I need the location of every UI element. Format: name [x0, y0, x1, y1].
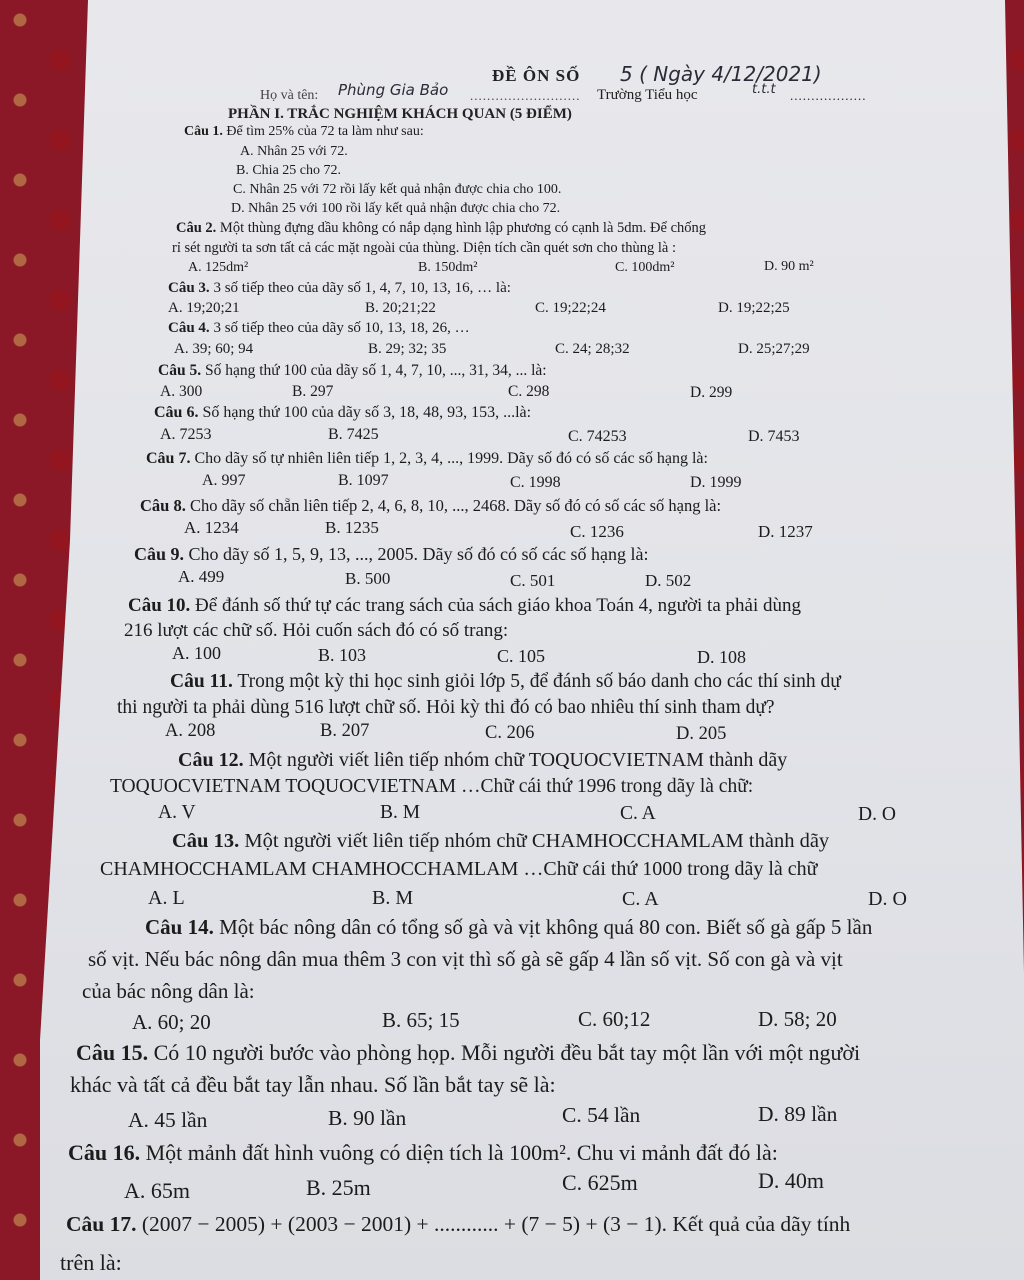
question-label: Câu 7. [146, 450, 191, 467]
option-c[interactable]: C. 1998 [510, 474, 561, 491]
option-b[interactable]: B. 90 lần [328, 1106, 407, 1130]
option-d[interactable]: D. 1999 [690, 474, 742, 491]
option-a[interactable]: A. 125dm² [188, 260, 249, 275]
question-15 [76, 1040, 860, 1066]
option-b[interactable]: B. M [372, 887, 414, 909]
question-text: Một người viết liên tiếp nhóm chữ CHAMHOCCHAMLAM thành dãy [244, 830, 830, 852]
question-text: Để tìm 25% của 72 ta làm như sau: [226, 124, 424, 139]
question-label: Câu 13. [172, 830, 240, 852]
question-9 [134, 544, 648, 565]
question-label: Câu 14. [145, 915, 214, 939]
option-d[interactable]: D. O [868, 888, 907, 910]
option-b[interactable]: B. 1097 [338, 472, 389, 489]
option-d[interactable]: D. 7453 [748, 428, 800, 445]
question-11 [170, 671, 841, 693]
question-15-line-2: khác và tất cả đều bắt tay lẫn nhau. Số lần bắt tay sẽ là: [70, 1072, 556, 1097]
option-a[interactable]: A. 45 lần [128, 1108, 208, 1132]
handwritten-title: 5 ( Ngày 4/12/2021) [620, 62, 822, 86]
option-a[interactable]: A. V [158, 802, 196, 823]
question-13 [172, 830, 829, 853]
option-a[interactable]: A. Nhân 25 với 72. [240, 144, 348, 159]
question-6 [154, 404, 531, 422]
option-c[interactable]: C. 100dm² [615, 260, 675, 275]
option-c[interactable]: C. 501 [510, 571, 556, 590]
school-label: Trường Tiểu học [597, 87, 698, 103]
option-a[interactable]: A. 499 [178, 567, 225, 586]
option-a[interactable]: A. 7253 [160, 426, 212, 443]
question-5 [158, 362, 547, 380]
question-2-line-2: rỉ sét người ta sơn tất cả các mặt ngoài của thùng. Diện tích cần quét sơn cho thùng là : [172, 240, 676, 256]
question-4 [168, 320, 470, 337]
option-d[interactable]: D. 58; 20 [758, 1007, 837, 1031]
question-14-line-3: của bác nông dân là: [82, 979, 255, 1003]
question-14 [145, 915, 872, 940]
name-dots: .......................... [470, 88, 581, 103]
question-text: 3 số tiếp theo của dãy số 1, 4, 7, 10, 13, 16, … là: [213, 280, 511, 296]
option-d[interactable]: D. O [858, 804, 896, 825]
option-a[interactable]: A. 300 [160, 383, 203, 400]
option-d[interactable]: D. 1237 [758, 522, 813, 541]
option-b[interactable]: B. 7425 [328, 426, 379, 443]
question-text: Số hạng thứ 100 của dãy số 1, 4, 7, 10, ..., 31, 34, ... là: [204, 362, 547, 379]
option-a[interactable]: A. 997 [202, 472, 246, 489]
option-d[interactable]: D. 90 m² [764, 259, 814, 274]
question-label: Câu 15. [76, 1040, 149, 1065]
question-16 [68, 1140, 778, 1166]
option-b[interactable]: B. M [380, 802, 421, 823]
question-text: Một bác nông dân có tổng số gà và vịt không quá 80 con. Biết số gà gấp 5 lần [219, 915, 873, 939]
option-b[interactable]: B. 103 [318, 645, 367, 665]
question-13-line-2: CHAMHOCCHAMLAM CHAMHOCCHAMLAM …Chữ cái thứ 1000 trong dãy là chữ [100, 858, 818, 880]
question-12-line-2: TOQUOCVIETNAM TOQUOCVIETNAM …Chữ cái thứ 1996 trong dãy là chữ: [110, 776, 754, 797]
option-c[interactable]: C. 298 [508, 383, 550, 400]
name-value: Phùng Gia Bảo [338, 81, 449, 99]
option-b[interactable]: B. 25m [306, 1175, 371, 1200]
option-c[interactable]: C. 206 [485, 723, 535, 743]
question-text: Có 10 người bước vào phòng họp. Mỗi người đều bắt tay một lần với một người [153, 1040, 861, 1065]
question-text: (2007 − 2005) + (2003 − 2001) + ............ + (7 − 5) + (3 − 1). Kết quả của dãy tính [141, 1212, 851, 1236]
option-d[interactable]: D. Nhân 25 với 100 rồi lấy kết quả nhận được chia cho 72. [231, 201, 561, 216]
option-b[interactable]: B. 29; 32; 35 [368, 341, 447, 357]
question-text: Cho dãy số chẵn liên tiếp 2, 4, 6, 8, 10, ..., 2468. Dãy số đó có số các số hạng là: [189, 496, 722, 515]
question-text: Trong một kỳ thi học sinh giỏi lớp 5, để đánh số báo danh cho các thí sinh dự [237, 671, 841, 692]
question-label: Câu 10. [128, 595, 191, 616]
option-c[interactable]: C. 1236 [570, 522, 624, 541]
name-label: Họ và tên: [260, 88, 319, 103]
option-a[interactable]: A. 100 [172, 643, 221, 663]
question-label: Câu 8. [140, 496, 186, 515]
option-d[interactable]: D. 19;22;25 [718, 300, 790, 316]
exam-title: ĐỀ ÔN SỐ [492, 66, 581, 85]
option-d[interactable]: D. 108 [697, 647, 746, 667]
question-text: Cho dãy số tự nhiên liên tiếp 1, 2, 3, 4, ..., 1999. Dãy số đó có số các số hạng là: [194, 450, 708, 467]
question-2 [176, 220, 706, 237]
question-label: Câu 9. [134, 544, 185, 564]
question-text: Một thùng đựng dầu không có nắp dạng hình lập phương có cạnh là 5dm. Để chống [219, 220, 707, 236]
option-b[interactable]: B. 150dm² [418, 260, 478, 275]
option-a[interactable]: A. 60; 20 [132, 1010, 211, 1034]
option-b[interactable]: B. 1235 [325, 518, 379, 537]
option-b[interactable]: B. 500 [345, 569, 391, 588]
option-d[interactable]: D. 25;27;29 [738, 341, 810, 357]
option-c[interactable]: C. Nhân 25 với 72 rồi lấy kết quả nhận được chia cho 100. [233, 182, 562, 197]
option-c[interactable]: C. 24; 28;32 [555, 341, 630, 357]
option-c[interactable]: C. 54 lần [562, 1103, 641, 1127]
option-d[interactable]: D. 40m [758, 1168, 824, 1193]
question-17-line-2: trên là: [60, 1250, 122, 1275]
question-label: Câu 16. [68, 1140, 141, 1165]
option-b[interactable]: B. 297 [292, 383, 334, 400]
question-label: Câu 2. [176, 220, 217, 236]
question-3 [168, 280, 511, 297]
question-text: Cho dãy số 1, 5, 9, 13, ..., 2005. Dãy số đó có số các số hạng là: [188, 544, 649, 564]
school-value: t.t.t [752, 82, 776, 97]
option-a[interactable]: A. L [148, 887, 185, 909]
option-d[interactable]: D. 205 [676, 724, 727, 744]
question-17 [66, 1212, 850, 1237]
question-label: Câu 17. [66, 1212, 137, 1236]
option-a[interactable]: A. 208 [165, 721, 216, 741]
question-11-line-2: thi người ta phải dùng 516 lượt chữ số. Hỏi kỳ thi đó có bao nhiêu thí sinh tham dự? [117, 697, 775, 718]
question-label: Câu 6. [154, 404, 199, 421]
option-c[interactable]: C. 105 [497, 646, 546, 666]
question-label: Câu 1. [184, 124, 223, 139]
option-d[interactable]: D. 89 lần [758, 1102, 838, 1126]
question-label: Câu 5. [158, 362, 202, 379]
question-14-line-2: số vịt. Nếu bác nông dân mua thêm 3 con vịt thì số gà sẽ gấp 4 lần số vịt. Số con gà và vịt [88, 947, 843, 971]
question-10 [128, 595, 801, 617]
option-c[interactable]: C. A [620, 803, 656, 824]
question-7 [146, 450, 708, 468]
option-c[interactable]: C. 60;12 [578, 1007, 651, 1031]
question-text: Một mảnh đất hình vuông có diện tích là 100m². Chu vi mảnh đất đó là: [145, 1140, 778, 1165]
question-8 [140, 496, 721, 516]
question-12 [178, 749, 787, 772]
question-text: Số hạng thứ 100 của dãy số 3, 18, 48, 93, 153, ...là: [202, 404, 532, 421]
option-b[interactable]: B. Chia 25 cho 72. [236, 163, 341, 178]
question-text: Để đánh số thứ tự các trang sách của sách giáo khoa Toán 4, người ta phải dùng [195, 595, 801, 616]
question-label: Câu 3. [168, 280, 210, 296]
section-title: PHẦN I. TRẮC NGHIỆM KHÁCH QUAN (5 ĐIỂM) [228, 106, 572, 122]
option-c[interactable]: C. 625m [562, 1170, 638, 1195]
option-d[interactable]: D. 502 [645, 571, 692, 590]
option-b[interactable]: B. 207 [320, 721, 370, 741]
option-c[interactable]: C. 19;22;24 [535, 300, 606, 316]
question-text: Một người viết liên tiếp nhóm chữ TOQUOCVIETNAM thành dãy [248, 749, 788, 771]
question-text: 3 số tiếp theo của dãy số 10, 13, 18, 26, … [213, 320, 470, 336]
question-label: Câu 12. [178, 749, 244, 771]
question-label: Câu 4. [168, 320, 210, 336]
option-b[interactable]: B. 20;21;22 [365, 300, 436, 316]
option-a[interactable]: A. 1234 [184, 518, 239, 537]
question-1 [184, 124, 424, 140]
option-c[interactable]: C. A [622, 888, 659, 910]
option-a[interactable]: A. 65m [124, 1178, 190, 1203]
question-10-line-2: 216 lượt các chữ số. Hỏi cuốn sách đó có số trang: [124, 620, 509, 641]
option-a[interactable]: A. 39; 60; 94 [174, 341, 254, 357]
option-d[interactable]: D. 299 [690, 384, 733, 401]
option-c[interactable]: C. 74253 [568, 428, 627, 445]
school-dots: .................. [790, 88, 867, 103]
option-a[interactable]: A. 19;20;21 [168, 300, 240, 316]
question-label: Câu 11. [170, 671, 233, 692]
option-b[interactable]: B. 65; 15 [382, 1008, 460, 1032]
